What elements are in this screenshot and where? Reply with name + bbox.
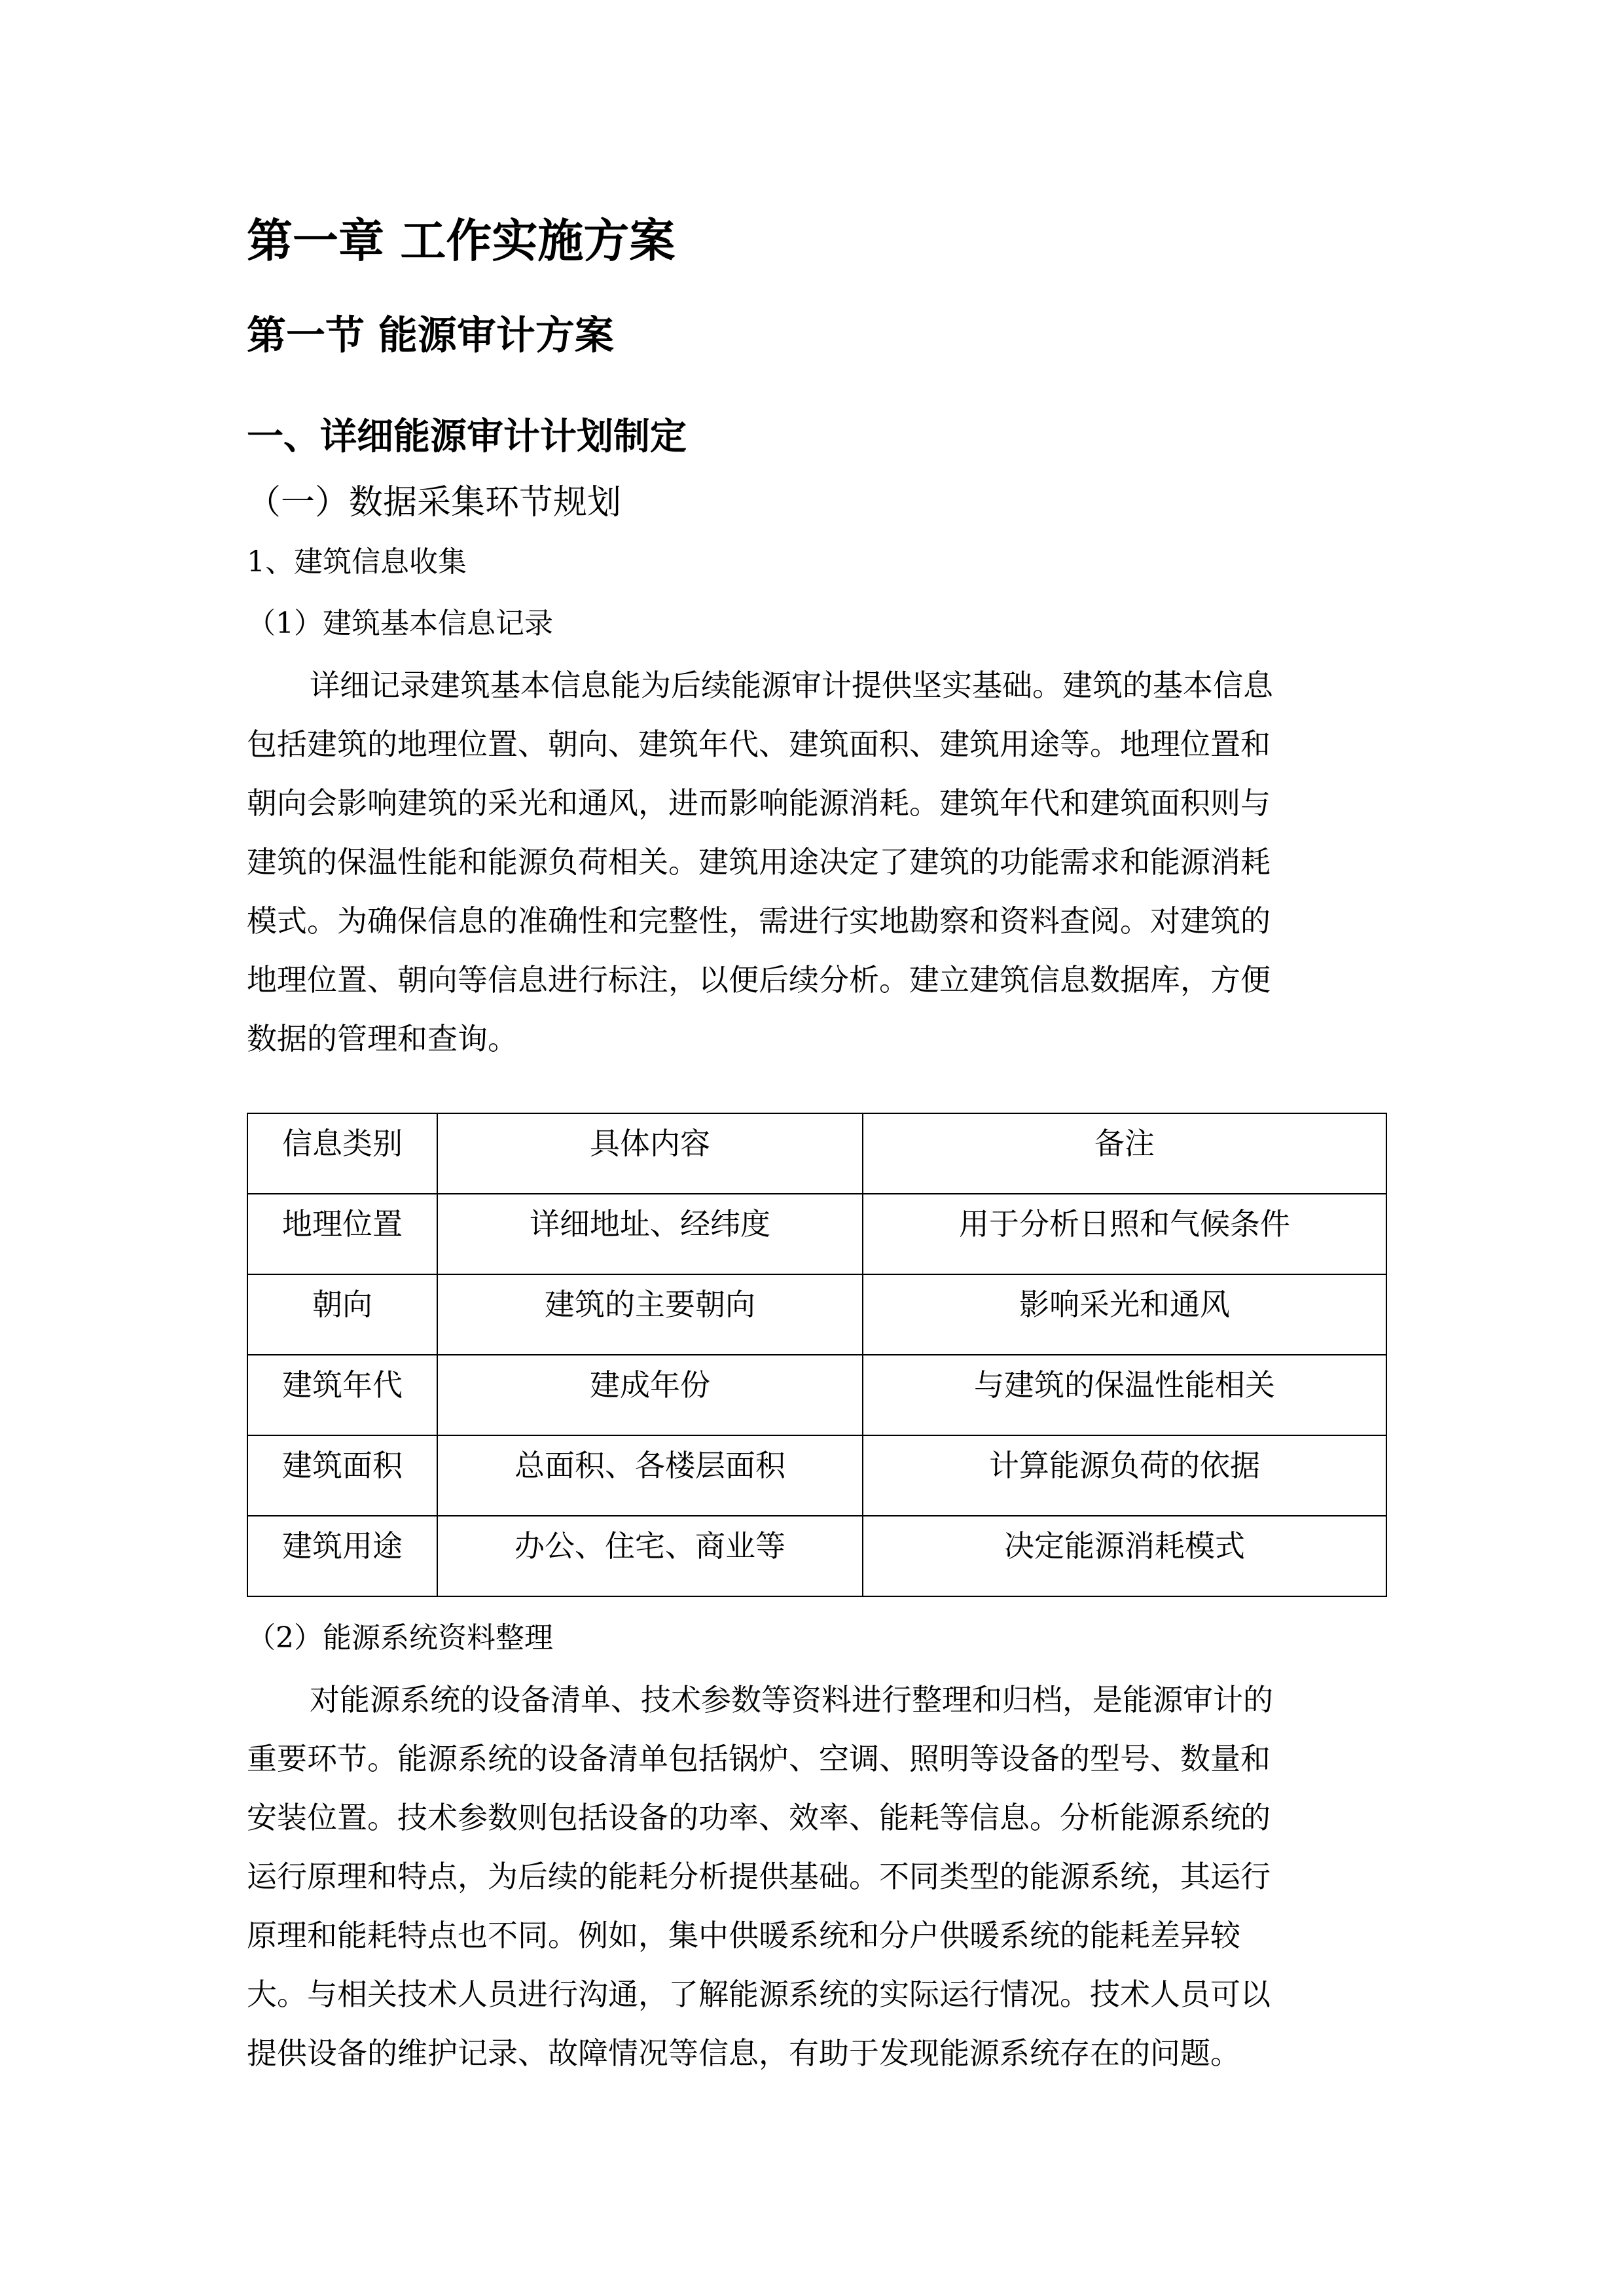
paragraph-line: 重要环节。能源系统的设备清单包括锅炉、空调、照明等设备的型号、数量和 bbox=[247, 1741, 1271, 1776]
table-row bbox=[247, 1194, 1386, 1274]
table-cell: 建筑面积 bbox=[247, 1435, 437, 1516]
table-cell: 计算能源负荷的依据 bbox=[863, 1435, 1386, 1516]
subitem-title-basic-info: （1）建筑基本信息记录 bbox=[247, 607, 553, 640]
table-cell: 详细地址、经纬度 bbox=[437, 1194, 863, 1274]
paragraph-line: 建筑的保温性能和能源负荷相关。建筑用途决定了建筑的功能需求和能源消耗 bbox=[247, 844, 1271, 880]
table-cell: 用于分析日照和气候条件 bbox=[863, 1194, 1386, 1274]
part-title: （一）数据采集环节规划 bbox=[247, 483, 622, 522]
table-cell: 决定能源消耗模式 bbox=[863, 1516, 1386, 1596]
paragraph-line: 大。与相关技术人员进行沟通，了解能源系统的实际运行情况。技术人员可以 bbox=[247, 1977, 1271, 2012]
subitem-title-energy-system: （2）能源系统资料整理 bbox=[247, 1621, 553, 1655]
paragraph-line: 包括建筑的地理位置、朝向、建筑年代、建筑面积、建筑用途等。地理位置和 bbox=[247, 726, 1271, 762]
building-info-table bbox=[247, 1113, 1387, 1597]
chapter-title: 第一章 工作实施方案 bbox=[247, 214, 676, 268]
paragraph-line: 对能源系统的设备清单、技术参数等资料进行整理和归档，是能源审计的 bbox=[310, 1682, 1273, 1717]
paragraph-line: 提供设备的维护记录、故障情况等信息，有助于发现能源系统存在的问题。 bbox=[247, 2036, 1240, 2071]
paragraph-line: 数据的管理和查询。 bbox=[247, 1021, 518, 1056]
table-cell: 建成年份 bbox=[437, 1355, 863, 1435]
table-cell: 办公、住宅、商业等 bbox=[437, 1516, 863, 1596]
table-cell: 建筑的主要朝向 bbox=[437, 1274, 863, 1355]
table-cell: 建筑年代 bbox=[247, 1355, 437, 1435]
table-cell: 地理位置 bbox=[247, 1194, 437, 1274]
paragraph-line: 运行原理和特点，为后续的能耗分析提供基础。不同类型的能源系统，其运行 bbox=[247, 1859, 1271, 1894]
paragraph-line: 地理位置、朝向等信息进行标注，以便后续分析。建立建筑信息数据库，方便 bbox=[247, 962, 1271, 997]
paragraph-line: 模式。为确保信息的准确性和完整性，需进行实地勘察和资料查阅。对建筑的 bbox=[247, 903, 1271, 939]
table-cell: 影响采光和通风 bbox=[863, 1274, 1386, 1355]
paragraph-energy-system bbox=[247, 1670, 1386, 2083]
paragraph-line: 安装位置。技术参数则包括设备的功率、效率、能耗等信息。分析能源系统的 bbox=[247, 1800, 1271, 1835]
paragraph-line: 朝向会影响建筑的采光和通风，进而影响能源消耗。建筑年代和建筑面积则与 bbox=[247, 785, 1271, 821]
table-cell: 朝向 bbox=[247, 1274, 437, 1355]
paragraph-line: 详细记录建筑基本信息能为后续能源审计提供坚实基础。建筑的基本信息 bbox=[310, 668, 1273, 703]
item-title: 1、建筑信息收集 bbox=[247, 545, 467, 579]
document-page bbox=[247, 0, 1386, 2296]
table-cell: 与建筑的保温性能相关 bbox=[863, 1355, 1386, 1435]
table-row bbox=[247, 1355, 1386, 1435]
subsection-title: 一、详细能源审计计划制定 bbox=[247, 416, 687, 458]
paragraph-basic-info bbox=[247, 656, 1386, 1068]
table-header-cell: 信息类别 bbox=[247, 1113, 437, 1194]
paragraph-line: 原理和能耗特点也不同。例如，集中供暖系统和分户供暖系统的能耗差异较 bbox=[247, 1918, 1240, 1953]
table-row bbox=[247, 1435, 1386, 1516]
table-cell: 建筑用途 bbox=[247, 1516, 437, 1596]
table-header-row bbox=[247, 1113, 1386, 1194]
table-header-cell: 具体内容 bbox=[437, 1113, 863, 1194]
table-row bbox=[247, 1516, 1386, 1596]
table-row bbox=[247, 1274, 1386, 1355]
table-header-cell: 备注 bbox=[863, 1113, 1386, 1194]
table-cell: 总面积、各楼层面积 bbox=[437, 1435, 863, 1516]
section-title: 第一节 能源审计方案 bbox=[247, 313, 614, 359]
